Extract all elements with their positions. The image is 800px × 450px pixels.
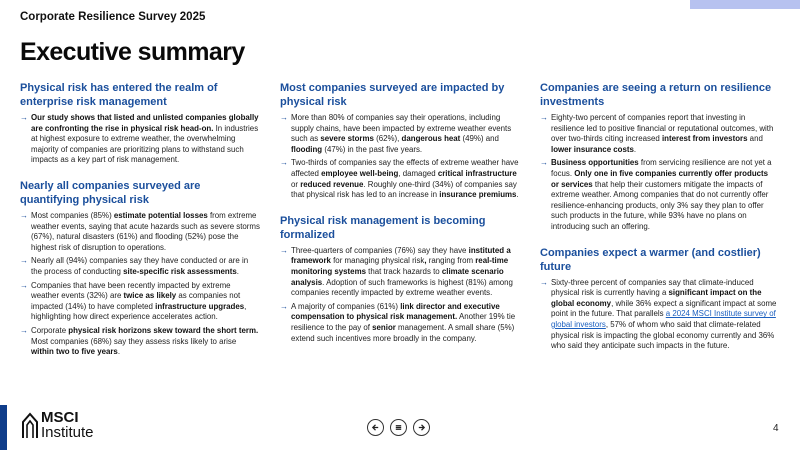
body-text: , highlighting how direct experience accelerates action. [31, 301, 247, 322]
page-title: Executive summary [20, 38, 245, 66]
previous-page-button[interactable] [367, 419, 384, 436]
bullet-arrow-icon: → [20, 256, 28, 266]
bullet-item [540, 158, 778, 232]
body-text: More than 80% of companies say their operations, including supply chains, have been impacted by extreme weather events such as [291, 113, 512, 144]
bullet-item [20, 281, 260, 323]
bullet-item [280, 302, 520, 344]
msci-institute-logo [22, 410, 94, 440]
body-text: management. A small share (5%) extend such incentives more broadly in the company. [291, 322, 515, 343]
bullet-arrow-icon: → [280, 158, 288, 168]
summary-section [280, 214, 520, 344]
bullet-item [280, 246, 520, 299]
arrow-right-icon [417, 423, 426, 432]
body-text: Most companies (68%) say they assess risks likely to arise [31, 336, 237, 346]
bold-text: twice as likely [123, 291, 177, 301]
bold-text: real-time monitoring systems [291, 256, 509, 276]
bullet-arrow-icon: → [540, 158, 548, 168]
bullet-item [20, 113, 260, 166]
next-page-button[interactable] [413, 419, 430, 436]
section-heading: Most companies surveyed are impacted by physical risk [280, 82, 505, 108]
body-text: A majority of companies (61%) [291, 301, 401, 311]
bullet-item [20, 211, 260, 253]
bullet-arrow-icon: → [20, 325, 28, 335]
body-text: . Adoption of such frameworks is highest (81%) among companies recently impacted by extreme weather events. [291, 277, 513, 298]
section-heading: Physical risk has entered the realm of enterprise risk management [20, 82, 218, 108]
body-text: Another 19% tie resilience to the pay of [291, 312, 516, 332]
body-text: that help their customers mitigate the impacts of extreme weather. Among companies that do not currently offer resilience-enhancing products, only 3% say they plan to offer such products in the future, while 93% have no plans on introducing such an offering. [551, 179, 769, 231]
bold-text: lower insurance costs [551, 144, 634, 154]
bullet-arrow-icon: → [280, 113, 288, 122]
body-text: . [633, 144, 637, 154]
bullet-item [280, 113, 520, 155]
body-text: . Roughly one-third (34%) of companies say that physical risk has led to an increase in [291, 179, 517, 200]
body-text: Eighty-two percent of companies report that investing in resilience led to positive financial or reputational outcomes, with over two-thirds citing increased [551, 113, 774, 144]
bullet-arrow-icon: → [20, 113, 28, 122]
survey-title: Corporate Resilience Survey 2025 [20, 11, 206, 23]
bullet-arrow-icon: → [540, 113, 548, 122]
bullet-item [540, 278, 778, 352]
body-text: In industries at highest exposure to extreme weather, the overwhelming majority of companies are prioritizing plans to withstand such impacts as a key part of risk management. [31, 123, 259, 165]
page-number: 4 [773, 423, 779, 434]
section-heading: Physical risk management is becoming formalized [280, 214, 486, 241]
bold-text: flooding [291, 144, 323, 154]
body-text: Companies that have been recently impacted by extreme weather events (32%) are [31, 280, 231, 301]
bold-text: reduced revenue [300, 179, 364, 189]
bullet-arrow-icon: → [280, 301, 288, 311]
column-1 [20, 81, 260, 371]
column-3 [540, 81, 778, 365]
bold-text: dangerous heat [401, 134, 461, 144]
bold-text: within two to five years [31, 347, 118, 357]
bold-text: critical infrastructure [437, 168, 517, 178]
bold-text: interest from investors [661, 134, 748, 144]
bullet-list [280, 246, 520, 344]
logo-msci-text: MSCI [41, 409, 79, 426]
body-text: , while 36% expect a significant impact at some point in the future. That parallels [551, 298, 777, 319]
body-text: Corporate [31, 325, 69, 335]
bold-text: estimate potential losses [113, 210, 208, 220]
body-text: from servicing resilience are not yet a focus. [551, 158, 772, 178]
bold-text: employee well-being [321, 168, 399, 178]
logo-institute-text: Institute [41, 424, 94, 441]
summary-section [20, 179, 260, 358]
bullet-list [280, 113, 520, 201]
bullet-item [280, 158, 520, 200]
summary-section [540, 246, 778, 352]
body-text: , 57% of whom who said that climate-related physical risk is impacting the global economy currently and 36% who said they anticipate such impacts in the future. [551, 319, 775, 351]
section-heading: Nearly all companies surveyed are quantifying physical risk [20, 179, 201, 206]
bold-text: , [424, 256, 427, 266]
bold-text: senior [372, 322, 396, 332]
bullet-list [540, 113, 778, 233]
body-text: (47%) in the past five years. [322, 144, 423, 154]
bold-text: insurance premiums [439, 190, 517, 200]
bullet-item [540, 113, 778, 155]
column-2 [280, 81, 520, 357]
menu-icon [394, 423, 403, 432]
bold-text: link director and executive compensation to physical risk management. [291, 301, 500, 322]
bold-text: climate scenario analysis [291, 266, 504, 287]
survey-link[interactable]: a 2024 MSCI Institute survey of global investors [551, 309, 776, 329]
bullet-arrow-icon: → [20, 280, 28, 290]
bullet-list [20, 113, 260, 166]
body-text: ranging from [426, 256, 476, 266]
bold-text: severe storms [320, 134, 374, 144]
body-text: and [747, 134, 763, 144]
body-text: or [291, 179, 301, 189]
body-text: . [117, 347, 121, 357]
msci-logo-mark-icon [22, 412, 38, 439]
bold-text: Only one in five companies currently offer products or services [551, 168, 769, 189]
bullet-arrow-icon: → [20, 210, 28, 220]
top-accent-bar [690, 0, 800, 9]
section-heading: Companies expect a warmer (and costlier) future [540, 246, 761, 273]
bold-text: infrastructure upgrades [155, 301, 245, 311]
body-text: Nearly all (94%) companies say they have conducted or are in the process of conducting [31, 256, 249, 276]
arrow-left-icon [371, 423, 380, 432]
bold-text: instituted a framework [291, 245, 511, 266]
bold-text: significant impact on the global economy [551, 288, 762, 308]
body-text: Sixty-three percent of companies say that climate-induced physical risk is currently having a [551, 277, 754, 298]
body-text: as companies not impacted (14%) to have completed [31, 291, 241, 311]
summary-section [20, 81, 260, 166]
menu-button[interactable] [390, 419, 407, 436]
summary-section [280, 81, 520, 201]
body-text: (49%) and [460, 134, 499, 144]
bullet-list [540, 278, 778, 352]
body-text: Most companies (85%) [31, 210, 114, 220]
body-text: that track hazards to [365, 266, 442, 276]
bold-text: site-specific risk assessments [123, 266, 237, 276]
bold-text: Business opportunities [551, 158, 639, 168]
bullet-item [20, 326, 260, 358]
logo-strip [0, 405, 7, 450]
summary-section [540, 81, 778, 233]
body-text: , damaged [398, 168, 438, 178]
bold-text: Our study shows that listed and unlisted companies globally are confronting the rise in physical risk head-on. [31, 113, 259, 133]
body-text: Two-thirds of companies say the effects of extreme weather have affected [291, 158, 519, 178]
top-bar [0, 0, 800, 9]
bold-text: physical risk horizons skew toward the short term. [68, 325, 259, 335]
body-text: for managing physical risk [330, 256, 425, 266]
body-text: . [236, 266, 239, 276]
section-heading: Companies are seeing a return on resilience investments [540, 82, 772, 108]
body-text: Three-quarters of companies (76%) say they have [291, 245, 469, 255]
bullet-list [20, 211, 260, 358]
body-text: . [516, 190, 519, 200]
body-text: from extreme weather events, saying that acute hazards such as severe storms (67%), natural disasters (61%) and flooding (52%) pose the highest risk of disruption to operations. [31, 210, 260, 252]
bullet-arrow-icon: → [540, 277, 548, 287]
body-text: (62%), [373, 134, 402, 144]
bullet-item [20, 256, 260, 277]
bullet-arrow-icon: → [280, 245, 288, 255]
page-navigation [367, 419, 430, 436]
